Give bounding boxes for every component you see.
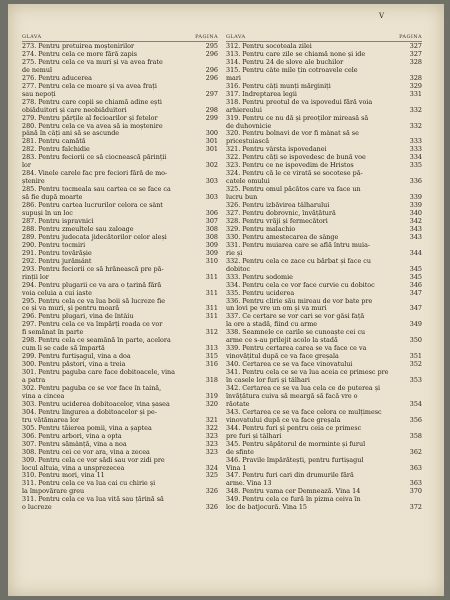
- toc-entry: [22, 266, 218, 282]
- toc-entry-title: 330. Pentru amestecarea de sânge: [226, 233, 339, 241]
- toc-entry-title: 348. Pentru vama cer Demnează. Vina 14: [226, 488, 361, 496]
- toc-entry: [22, 218, 218, 226]
- toc-entry-title: 287. Pentru ispravnici: [22, 217, 94, 225]
- toc-entry: [226, 115, 422, 131]
- toc-entry: [226, 91, 422, 99]
- toc-entry-title: mari: [226, 74, 241, 82]
- toc-entry: [226, 369, 422, 385]
- toc-entry-page-number: 318: [200, 377, 218, 385]
- toc-entry-title: 286. Pentru cartea lucrurilor celora ce sânt: [22, 202, 163, 210]
- toc-entry: [22, 298, 218, 314]
- toc-entry-page-number: 296: [200, 51, 218, 59]
- toc-entry: [226, 496, 422, 512]
- toc-entry-page-number: 301: [200, 146, 218, 154]
- toc-entry-title: 311. Pentru cela ce va lua vită sau țărină să: [22, 496, 164, 504]
- toc-entry-page-number: 327: [404, 43, 422, 51]
- toc-entry-title: 289. Pentru judecata jidecătorilor celor aleși: [22, 233, 167, 241]
- toc-entry-title: 296. Pentru plugari, vina de întâiu: [22, 313, 134, 321]
- column-header-pagina: PAGINA: [195, 34, 218, 40]
- toc-entry-title: 297. Pentru cela ce va împărți roada ce vor: [22, 321, 163, 329]
- toc-entry-title: în casele lor furi și tâlhari: [226, 377, 310, 385]
- toc-entry-page-number: 344: [404, 250, 422, 258]
- toc-entry-page-number: 335: [404, 162, 422, 170]
- toc-entry: [22, 242, 218, 250]
- toc-entry-title: lucru bun: [226, 194, 258, 202]
- toc-entry: [22, 43, 218, 51]
- toc-entry-title: 324. Pentru că le ce virată se socotese pă-: [226, 170, 363, 178]
- toc-entry: [226, 488, 422, 496]
- toc-entry-page-number: 308: [200, 234, 218, 242]
- toc-entry-page-number: 312: [200, 329, 218, 337]
- toc-entry-page-number: 353: [404, 377, 422, 385]
- toc-entry: [226, 298, 422, 314]
- toc-column-left: [22, 34, 218, 512]
- toc-entry-title: 338. Seamnele ce carile se cunoaște cei cu: [226, 329, 366, 337]
- toc-entry-title: 318. Pentru preotul de va ispovedui fără voia: [226, 98, 373, 106]
- toc-entry-page-number: 311: [200, 313, 218, 321]
- toc-entry-page-number: 302: [200, 162, 218, 170]
- toc-entry-title: 278. Pentru care copii se chiamă adine ești: [22, 98, 162, 106]
- toc-entry-title: 311. Pentru cela ce va lua cai cu chirie și: [22, 480, 156, 488]
- toc-entry-title: de sfinte: [226, 448, 254, 456]
- toc-entry-title: 294. Pentru plugarii ce va ara o țarină fără: [22, 281, 162, 289]
- toc-entry-page-number: 326: [200, 488, 218, 496]
- toc-entry-title: loc de batjocură. Vina 15: [226, 504, 307, 512]
- toc-entry-page-number: 298: [200, 107, 218, 115]
- toc-entry: [22, 258, 218, 266]
- toc-entry-title: 299. Pentru furtișagul, vina a doa: [22, 353, 131, 361]
- toc-entry: [22, 353, 218, 361]
- toc-entry-title: 291. Pentru tovărășie: [22, 249, 92, 257]
- toc-entry-page-number: 343: [404, 226, 422, 234]
- toc-entry-page-number: 295: [200, 43, 218, 51]
- toc-entry: [22, 409, 218, 425]
- toc-entry-page-number: 319: [200, 393, 218, 401]
- toc-entry-page-number: 326: [200, 504, 218, 512]
- toc-entry-page-number: 316: [200, 361, 218, 369]
- toc-entry-page-number: 350: [404, 337, 422, 345]
- toc-entry-page-number: 306: [200, 210, 218, 218]
- toc-entry: [226, 472, 422, 488]
- toc-entry-title: 309. Pentru cela ce vor sădi sau vor zidi pre: [22, 456, 165, 464]
- toc-entry: [226, 59, 422, 67]
- toc-entry: [22, 250, 218, 258]
- toc-entry: [226, 361, 422, 369]
- toc-entry-title: 274. Pentru cela ce more fără zapis: [22, 50, 138, 58]
- toc-entry-title: vina a cincea: [22, 392, 65, 400]
- toc-entry-title: obiăduitori și care neobiăduitori: [22, 106, 127, 114]
- toc-entry: [22, 441, 218, 449]
- toc-entry-title: 293. Pentru feciorii ce să hrănească pre pă-: [22, 265, 164, 273]
- toc-entry: [226, 282, 422, 290]
- toc-entry-page-number: 309: [200, 242, 218, 250]
- toc-entry-title: 332. Pentru cela ce zace cu bărbat și face cu: [226, 257, 371, 265]
- toc-entry: [226, 290, 422, 298]
- toc-entry-page-number: 323: [200, 433, 218, 441]
- toc-entry: [22, 433, 218, 441]
- toc-entry-title: arme ce s-au prilejit acolo la stadă: [226, 337, 338, 345]
- toc-entry-page-number: 345: [404, 266, 422, 274]
- toc-entry-page-number: 311: [200, 290, 218, 298]
- toc-entry-title: 292. Pentru jurământ: [22, 257, 92, 265]
- toc-entry: [226, 43, 422, 51]
- toc-entry: [22, 385, 218, 401]
- toc-entry-title: priceștuiască: [226, 138, 270, 146]
- toc-entry: [22, 401, 218, 409]
- book-page: [8, 4, 444, 596]
- toc-entry: [22, 449, 218, 457]
- toc-entry-page-number: 321: [200, 417, 218, 425]
- toc-entry-title: de nemul: [22, 66, 53, 74]
- toc-entry: [22, 234, 218, 242]
- toc-entry-page-number: 303: [200, 194, 218, 202]
- toc-entry-page-number: 310: [200, 258, 218, 266]
- toc-entry-title: rinții lor: [22, 273, 49, 281]
- toc-entry-title: 282. Pentru falchidie: [22, 146, 90, 154]
- toc-entry: [22, 123, 218, 139]
- toc-entry-title: vinovatului după ce va face greșala: [226, 416, 341, 424]
- column-header: [22, 34, 218, 42]
- toc-entry-page-number: 307: [200, 218, 218, 226]
- toc-entry-title: 317. Îndreptarea legii: [226, 90, 297, 98]
- toc-entry: [22, 154, 218, 170]
- toc-entry-page-number: 349: [404, 321, 422, 329]
- toc-entry-title: 283. Pentru feciorii ce să ciocnească părinții: [22, 154, 167, 162]
- toc-entry-page-number: 325: [200, 472, 218, 480]
- toc-entry-title: o lucreze: [22, 504, 52, 512]
- toc-entry-page-number: 333: [404, 146, 422, 154]
- toc-entry-title: 328. Pentru vrăji și fermecători: [226, 217, 328, 225]
- toc-entry-title: 284. Vinele carele fac pre feciori fără de mo-: [22, 170, 168, 178]
- toc-entry-page-number: 340: [404, 210, 422, 218]
- toc-entries-left: [22, 43, 218, 512]
- toc-entry-page-number: 362: [404, 449, 422, 457]
- toc-entry-page-number: 296: [200, 75, 218, 83]
- toc-entry-title: 345. Pentru săpătorul de morminte și furul: [226, 440, 366, 448]
- toc-entry: [226, 441, 422, 457]
- toc-entry-title: 288. Pentru zmeultele sau zaloage: [22, 225, 134, 233]
- toc-entry: [22, 146, 218, 154]
- toc-entry-title: 290. Pentru tocmiri: [22, 241, 86, 249]
- toc-entry-title: 281. Pentru camătă: [22, 138, 86, 146]
- toc-column-right: [226, 34, 422, 512]
- toc-entry-title: cum li se cade să împartă: [22, 345, 105, 353]
- toc-entry: [22, 99, 218, 115]
- toc-entry-page-number: 323: [200, 441, 218, 449]
- toc-entry-title: 280. Pentru cela ce va avea să ia moștenire: [22, 122, 163, 130]
- toc-entry-page-number: 331: [404, 91, 422, 99]
- toc-entry: [226, 146, 422, 154]
- toc-entry-title: arme. Vina 13: [226, 480, 272, 488]
- toc-entry-page-number: 333: [404, 138, 422, 146]
- toc-entry-title: 305. Pentru tăierea pomii, vina a șaptea: [22, 424, 152, 432]
- toc-entry-title: fi semănat în parte: [22, 329, 84, 337]
- toc-entry-title: 336. Pentru clirie său mireau de vor bate pre: [226, 297, 373, 305]
- toc-entry-page-number: 309: [200, 250, 218, 258]
- toc-entry: [226, 425, 422, 441]
- toc-entry-title: pre furi și tâlhari: [226, 432, 282, 440]
- toc-entry: [226, 274, 422, 282]
- toc-entry-title: 312. Pentru socoteala zilei: [226, 43, 312, 50]
- toc-entry: [226, 51, 422, 59]
- toc-entry-title: 322. Pentru căți se ispovedesc de bună voe: [226, 154, 366, 162]
- toc-entry-page-number: 311: [200, 274, 218, 282]
- toc-entry-title: 344. Pentru furi și pentru ceia ce primesc: [226, 424, 362, 432]
- toc-entry-page-number: 315: [200, 353, 218, 361]
- toc-entry: [226, 409, 422, 425]
- toc-entry-title: 334. Pentru cela ce vor face curvie cu dobitoc: [226, 281, 375, 289]
- toc-entry-title: 276. Pentru aducerea: [22, 74, 92, 82]
- toc-entry-title: supuși în un loc: [22, 210, 73, 218]
- toc-entry-title: 273. Pentru pretuirea moștenirilor: [22, 43, 135, 50]
- toc-entry: [226, 154, 422, 162]
- toc-entry-page-number: 351: [404, 353, 422, 361]
- toc-entry: [22, 425, 218, 433]
- toc-entry-title: dobitoc: [226, 265, 251, 273]
- toc-entry-title: răotate: [226, 400, 250, 408]
- toc-entry: [22, 480, 218, 496]
- column-header-glava: GLAVA: [22, 34, 42, 40]
- toc-entry-title: la ore a stadă, fiind cu arme: [226, 321, 318, 329]
- toc-entry-title: sau nepoți: [22, 90, 56, 98]
- toc-entry-title: ce și va muri, și pentru moară: [22, 305, 120, 313]
- toc-entry: [22, 282, 218, 298]
- toc-entry-title: 323. Pentru ce ne ispovedim de Hristos: [226, 162, 354, 170]
- toc-entry-page-number: 328: [404, 59, 422, 67]
- toc-entry: [22, 361, 218, 369]
- toc-entry-page-number: 342: [404, 218, 422, 226]
- toc-entry: [22, 457, 218, 473]
- toc-entry: [22, 313, 218, 321]
- toc-entry-title: 277. Pentru cela ce moare și va avea frați: [22, 82, 157, 90]
- toc-entry-page-number: 334: [404, 154, 422, 162]
- toc-entry: [226, 67, 422, 83]
- toc-entry: [22, 226, 218, 234]
- toc-entry-page-number: 311: [200, 305, 218, 313]
- toc-entry-title: un lovi pe vre un om și va muri: [226, 305, 327, 313]
- toc-entry-page-number: 324: [200, 465, 218, 473]
- toc-entry-title: 300. Pentru păstori, vina a treia: [22, 361, 126, 369]
- toc-entry: [226, 242, 422, 258]
- column-header-glava: GLAVA: [226, 34, 246, 40]
- toc-entry-title: 319. Pentru ce nu dă și preoților mireasă să: [226, 114, 369, 122]
- toc-entry-page-number: 299: [200, 115, 218, 123]
- toc-entries-right: [226, 43, 422, 512]
- toc-entry: [22, 186, 218, 202]
- toc-entry-page-number: 354: [404, 401, 422, 409]
- toc-entry: [226, 345, 422, 361]
- toc-entry: [226, 226, 422, 234]
- toc-entry-page-number: 339: [404, 194, 422, 202]
- toc-entry-page-number: 327: [404, 51, 422, 59]
- toc-entry-title: 298. Pentru cela ce seamănă în parte, acelora: [22, 337, 171, 345]
- toc-entry-page-number: 301: [200, 138, 218, 146]
- toc-entry-title: 346. Pravile împărătești, pentru furtișagul: [226, 456, 364, 464]
- toc-entry-title: 275. Pentru cela ce va muri și va avea frate: [22, 58, 163, 66]
- toc-entry-page-number: 345: [404, 274, 422, 282]
- toc-entry-page-number: 372: [404, 504, 422, 512]
- toc-entry: [22, 369, 218, 385]
- toc-entry-title: 343. Certarea ce se va face celora ce mulțimesc: [226, 408, 382, 416]
- toc-entry-title: 349. Pentru cela ce fură în pizma ceiva în: [226, 496, 361, 504]
- toc-entry-page-number: 352: [404, 361, 422, 369]
- toc-entry: [226, 258, 422, 274]
- toc-entry-page-number: 343: [404, 234, 422, 242]
- toc-entry: [226, 234, 422, 242]
- toc-entry-title: 327. Pentru dobrovnic, învățătură: [226, 210, 336, 218]
- toc-entry-page-number: 297: [200, 91, 218, 99]
- toc-entry-title: 340. Certarea ce se va face vinovatului: [226, 361, 353, 369]
- toc-entry-page-number: 356: [404, 417, 422, 425]
- toc-entry-title: de duhovnicie: [226, 122, 272, 130]
- toc-entry-title: 337. Ce certare se vor cari se vor găsi față: [226, 313, 365, 321]
- toc-entry-page-number: 339: [404, 202, 422, 210]
- toc-entry-title: 333. Pentru sodomie: [226, 273, 293, 281]
- toc-entry-title: vinovățitul după ce va face greșala: [226, 353, 339, 361]
- toc-entry-title: 335. Pentru uciderea: [226, 289, 295, 297]
- toc-entry-page-number: 322: [200, 425, 218, 433]
- toc-entry: [22, 321, 218, 337]
- toc-entry-title: 279. Pentru părțile al fecioarilor și fetelor: [22, 114, 158, 122]
- toc-entry-page-number: 346: [404, 282, 422, 290]
- toc-entry-title: arhiereului: [226, 106, 262, 114]
- toc-entry-title: 307. Pentru sămânță, vina a noa: [22, 440, 127, 448]
- toc-entry-title: 329. Pentru malachio: [226, 225, 296, 233]
- toc-entry: [22, 202, 218, 218]
- toc-entry: [226, 83, 422, 91]
- page-folio: V: [378, 12, 384, 20]
- toc-entry-page-number: 329: [404, 83, 422, 91]
- toc-entry-page-number: 347: [404, 290, 422, 298]
- toc-entry-title: 326. Pentru izbăvirea tâlharului: [226, 202, 330, 210]
- toc-entry: [22, 75, 218, 83]
- toc-entry-title: locul altuia, vina a unsprezecea: [22, 464, 125, 472]
- toc-entry-page-number: 296: [200, 67, 218, 75]
- toc-entry: [22, 83, 218, 99]
- toc-entry: [226, 170, 422, 186]
- toc-entry-page-number: 363: [404, 480, 422, 488]
- toc-entry-title: 303. Pentru uciderea dobitoacelor, vina șasea: [22, 400, 170, 408]
- toc-entry: [226, 218, 422, 226]
- toc-entry-page-number: 332: [404, 123, 422, 131]
- toc-entry-title: 302. Pentru paguba ce se vor face în taină,: [22, 384, 162, 392]
- toc-entry: [226, 210, 422, 218]
- toc-entry-title: 342. Certarea ce se va lua cela ce de puterea și: [226, 384, 381, 392]
- toc-entry-title: lor: [22, 162, 31, 170]
- toc-entry-title: 313. Pentru care zile se chiamă none și ide: [226, 50, 366, 58]
- toc-entry: [226, 130, 422, 146]
- toc-entry-title: 310. Pentru mori, vina 11: [22, 472, 105, 480]
- toc-entry: [226, 329, 422, 345]
- toc-entry: [226, 99, 422, 115]
- toc-entry: [22, 496, 218, 512]
- toc-entry-page-number: 308: [200, 226, 218, 234]
- toc-entry-title: 315. Pentru câte mile țin cotroavele cele: [226, 66, 358, 74]
- toc-entry-title: 306. Pentru arbori, vina a opta: [22, 432, 122, 440]
- toc-entry-title: să fie după moarte: [22, 194, 83, 202]
- toc-entry-page-number: 313: [200, 345, 218, 353]
- toc-entry-title: 339. Pentru certarea carea se va face ce va: [226, 345, 367, 353]
- toc-entry-page-number: 328: [404, 75, 422, 83]
- toc-entry-page-number: 363: [404, 465, 422, 473]
- toc-entry-page-number: 347: [404, 305, 422, 313]
- toc-entry-title: 301. Pentru paguba care face dobitoacele, vina: [22, 369, 175, 377]
- toc-entry-page-number: 336: [404, 178, 422, 186]
- toc-entry-page-number: 300: [200, 130, 218, 138]
- toc-entry-page-number: 332: [404, 107, 422, 115]
- toc-entry-page-number: 320: [200, 401, 218, 409]
- column-header-pagina: PAGINA: [399, 34, 422, 40]
- toc-entry-title: ștenire: [22, 178, 45, 186]
- toc-entry-title: voia celuia a cui iaste: [22, 289, 92, 297]
- toc-entry: [22, 51, 218, 59]
- toc-entry-title: 347. Pentru furi cari din drumurile fără: [226, 472, 354, 480]
- toc-entry-title: Vina 1: [226, 464, 247, 472]
- toc-entry-title: 320. Pentru bolnavi de vor fi mânat să se: [226, 130, 359, 138]
- toc-entry-title: 325. Pentru omul păcătos care va face un: [226, 186, 361, 194]
- toc-entry-title: 341. Pentru cela ce se va lua aceia ce primesc pre: [226, 369, 389, 377]
- toc-entry: [226, 202, 422, 210]
- toc-entry-title: 331. Pentru muiarea care se află întru muia-: [226, 241, 371, 249]
- toc-entry-title: 304. Pentru lingurea a dobitoacelor și pe-: [22, 408, 157, 416]
- toc-entry-page-number: 303: [200, 178, 218, 186]
- toc-entry: [226, 385, 422, 409]
- toc-entry: [22, 138, 218, 146]
- toc-entry-title: tru vătămarea lor: [22, 416, 80, 424]
- toc-entry: [22, 472, 218, 480]
- toc-entry-title: rie și: [226, 249, 243, 257]
- toc-entry-page-number: 323: [200, 449, 218, 457]
- toc-entry-title: 295. Pentru cela ce va lua boii să lucreze fie: [22, 297, 166, 305]
- toc-entry-title: a patra: [22, 377, 46, 385]
- toc-entry-page-number: 358: [404, 433, 422, 441]
- toc-entry: [226, 162, 422, 170]
- toc-entry: [226, 186, 422, 202]
- toc-entry-title: la împovărare greu: [22, 488, 85, 496]
- toc-entry-title: 308. Pentru cei ce vor ara, vina a zecea: [22, 448, 150, 456]
- toc-entry-title: catele omului: [226, 178, 270, 186]
- toc-entry: [22, 115, 218, 123]
- toc-entry-title: 285. Pentru tocmeala sau cartea ce se face ca: [22, 186, 171, 194]
- toc-entry: [22, 59, 218, 75]
- toc-entry: [22, 170, 218, 186]
- toc-entry-title: învățătura cuiva să meargă să facă vre o: [226, 392, 358, 400]
- toc-entry-title: 321. Pentru vârsta ispovedanei: [226, 146, 327, 154]
- toc-entry: [22, 337, 218, 353]
- toc-entry-title: până în câți ani să se ascunde: [22, 130, 120, 138]
- toc-entry: [226, 313, 422, 329]
- column-header: [226, 34, 422, 42]
- toc-entry-page-number: 370: [404, 488, 422, 496]
- toc-entry-title: 316. Pentru câți munți mărginiți: [226, 82, 331, 90]
- toc-entry-title: 314. Pentru 24 de slove ale buchilor: [226, 58, 344, 66]
- toc-entry: [226, 457, 422, 473]
